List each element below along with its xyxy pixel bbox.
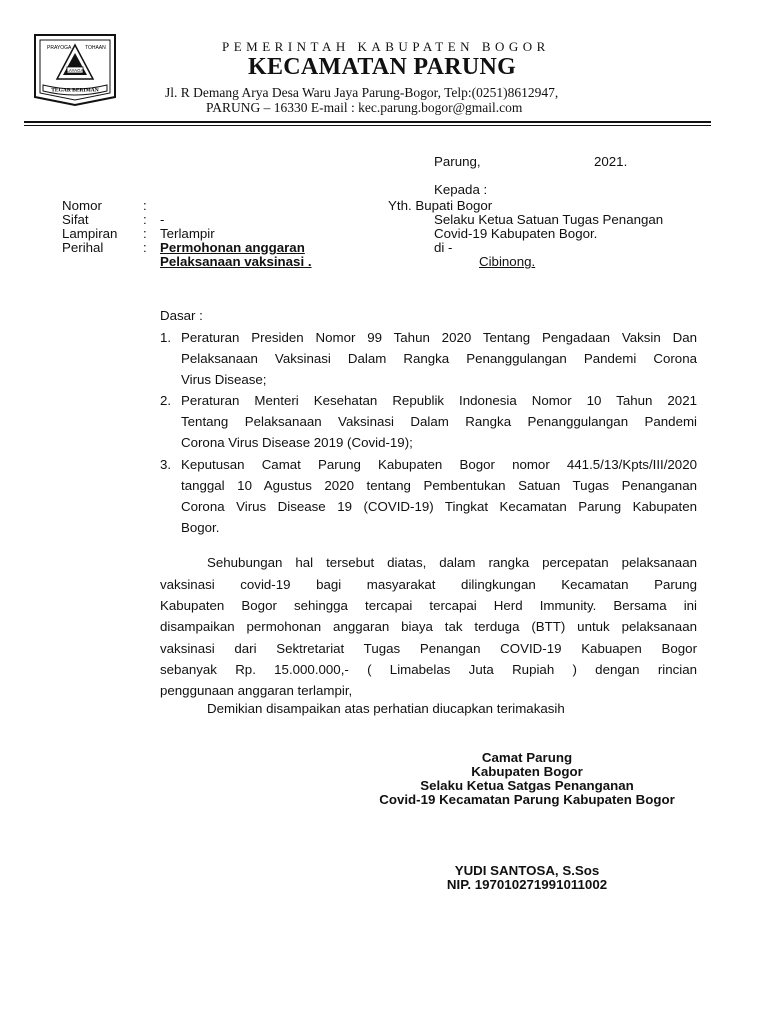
basis-item-number: 2. <box>160 393 172 408</box>
address-line-1: Jl. R Demang Arya Desa Waru Jaya Parung-Bogor, Telp:(0251)8612947, <box>165 85 559 100</box>
attachment-label: Lampiran <box>62 226 118 241</box>
letterhead-divider-thin <box>24 125 711 126</box>
svg-text:LAYAGA: LAYAGA <box>66 68 84 73</box>
signatory-title-1: Camat Parung <box>481 750 573 765</box>
paragraph-line: vaksinasi dari Sektretariat Tugas Penangan COVID-19 Kabuapen Bogor <box>160 641 697 656</box>
subject-colon: : <box>143 240 147 255</box>
recipient-to-label: Kepada : <box>434 182 488 197</box>
government-name: PEMERINTAH KABUPATEN BOGOR <box>222 39 550 54</box>
svg-text:PRAYOGA: PRAYOGA <box>47 45 72 51</box>
signatory-title-4: Covid-19 Kecamatan Parung Kabupaten Bogor <box>379 792 675 807</box>
recipient-city: Cibinong. <box>479 254 536 269</box>
attachment-colon: : <box>143 226 147 241</box>
basis-item-line: Tentang Pelaksanaan Vaksinasi Dalam Rangka Penanggulangan Pandemi <box>181 414 697 429</box>
letter-year: 2021. <box>594 154 628 169</box>
attachment-value: Terlampir <box>160 226 215 241</box>
recipient-at: di - <box>434 240 453 255</box>
signatory-nip: NIP. 197010271991011002 <box>446 877 608 892</box>
signatory-title-2: Kabupaten Bogor <box>471 764 583 779</box>
basis-item-line: Virus Disease; <box>181 372 267 387</box>
paragraph-line: vaksinasi covid-19 bagi masyarakat dilingkungan Kecamatan Parung <box>160 577 697 592</box>
basis-item-number: 3. <box>160 457 172 472</box>
closing-sentence: Demikian disampaikan atas perhatian diucapkan terimakasih <box>207 701 565 716</box>
letterhead-divider-thick <box>24 121 711 123</box>
nature-colon: : <box>143 212 147 227</box>
recipient-role-line-1: Selaku Ketua Satuan Tugas Penangan <box>434 212 664 227</box>
svg-text:TOHAAN: TOHAAN <box>85 45 106 51</box>
address-line-2: PARUNG – 16330 E-mail : kec.parung.bogor@gmail.com <box>206 100 523 115</box>
letter-place: Parung, <box>434 154 481 169</box>
basis-item-number: 1. <box>160 330 172 345</box>
district-name: KECAMATAN PARUNG <box>248 54 517 80</box>
nature-value: - <box>160 212 165 227</box>
subject-label: Perihal <box>62 240 104 255</box>
signatory-name: YUDI SANTOSA, S.Sos <box>454 863 600 878</box>
paragraph-line: penggunaan anggaran terlampir, <box>160 683 353 698</box>
signatory-title-3: Selaku Ketua Satgas Penanganan <box>420 778 634 793</box>
recipient-role-line-2: Covid-19 Kabupaten Bogor. <box>434 226 598 241</box>
paragraph-line: Kabupaten Bogor sehingga tercapai tercapai Herd Immunity. Bersama ini <box>160 598 697 613</box>
basis-item-line: Pelaksanaan Vaksinasi Dalam Rangka Penanggulangan Pandemi Corona <box>181 351 697 366</box>
basis-title: Dasar : <box>160 308 203 323</box>
number-colon: : <box>143 198 147 213</box>
subject-line-2: Pelaksanaan vaksinasi . <box>160 254 312 269</box>
svg-text:TEGAR BERIMAN: TEGAR BERIMAN <box>51 87 99 94</box>
paragraph-line: Sehubungan hal tersebut diatas, dalam rangka percepatan pelaksanaan <box>207 555 697 570</box>
basis-item-line: Keputusan Camat Parung Kabupaten Bogor nomor 441.5/13/Kpts/III/2020 <box>181 457 697 472</box>
basis-item-line: Corona Virus Disease 19 (COVID-19) Tingkat Kecamatan Parung Kabupaten <box>181 499 697 514</box>
number-label: Nomor <box>62 198 102 213</box>
nature-label: Sifat <box>62 212 89 227</box>
basis-item-line: Bogor. <box>181 520 220 535</box>
paragraph-line: sebanyak Rp. 15.000.000,- ( Limabelas Juta Rupiah ) dengan rincian <box>160 662 697 677</box>
regency-emblem-logo <box>33 33 117 107</box>
recipient-name: Yth. Bupati Bogor <box>388 198 493 213</box>
basis-item-line: Corona Virus Disease 2019 (Covid-19); <box>181 435 413 450</box>
basis-item-line: tanggal 10 Agustus 2020 tentang Pembentukan Satuan Tugas Penanganan <box>181 478 697 493</box>
basis-item-line: Peraturan Menteri Kesehatan Republik Indonesia Nomor 10 Tahun 2021 <box>181 393 697 408</box>
basis-item-line: Peraturan Presiden Nomor 99 Tahun 2020 Tentang Pengadaan Vaksin Dan <box>181 330 697 345</box>
paragraph-line: disampaikan permohonan anggaran biaya tak terduga (BTT) untuk pelaksanaan <box>160 619 697 634</box>
subject-line-1: Permohonan anggaran <box>160 240 305 255</box>
